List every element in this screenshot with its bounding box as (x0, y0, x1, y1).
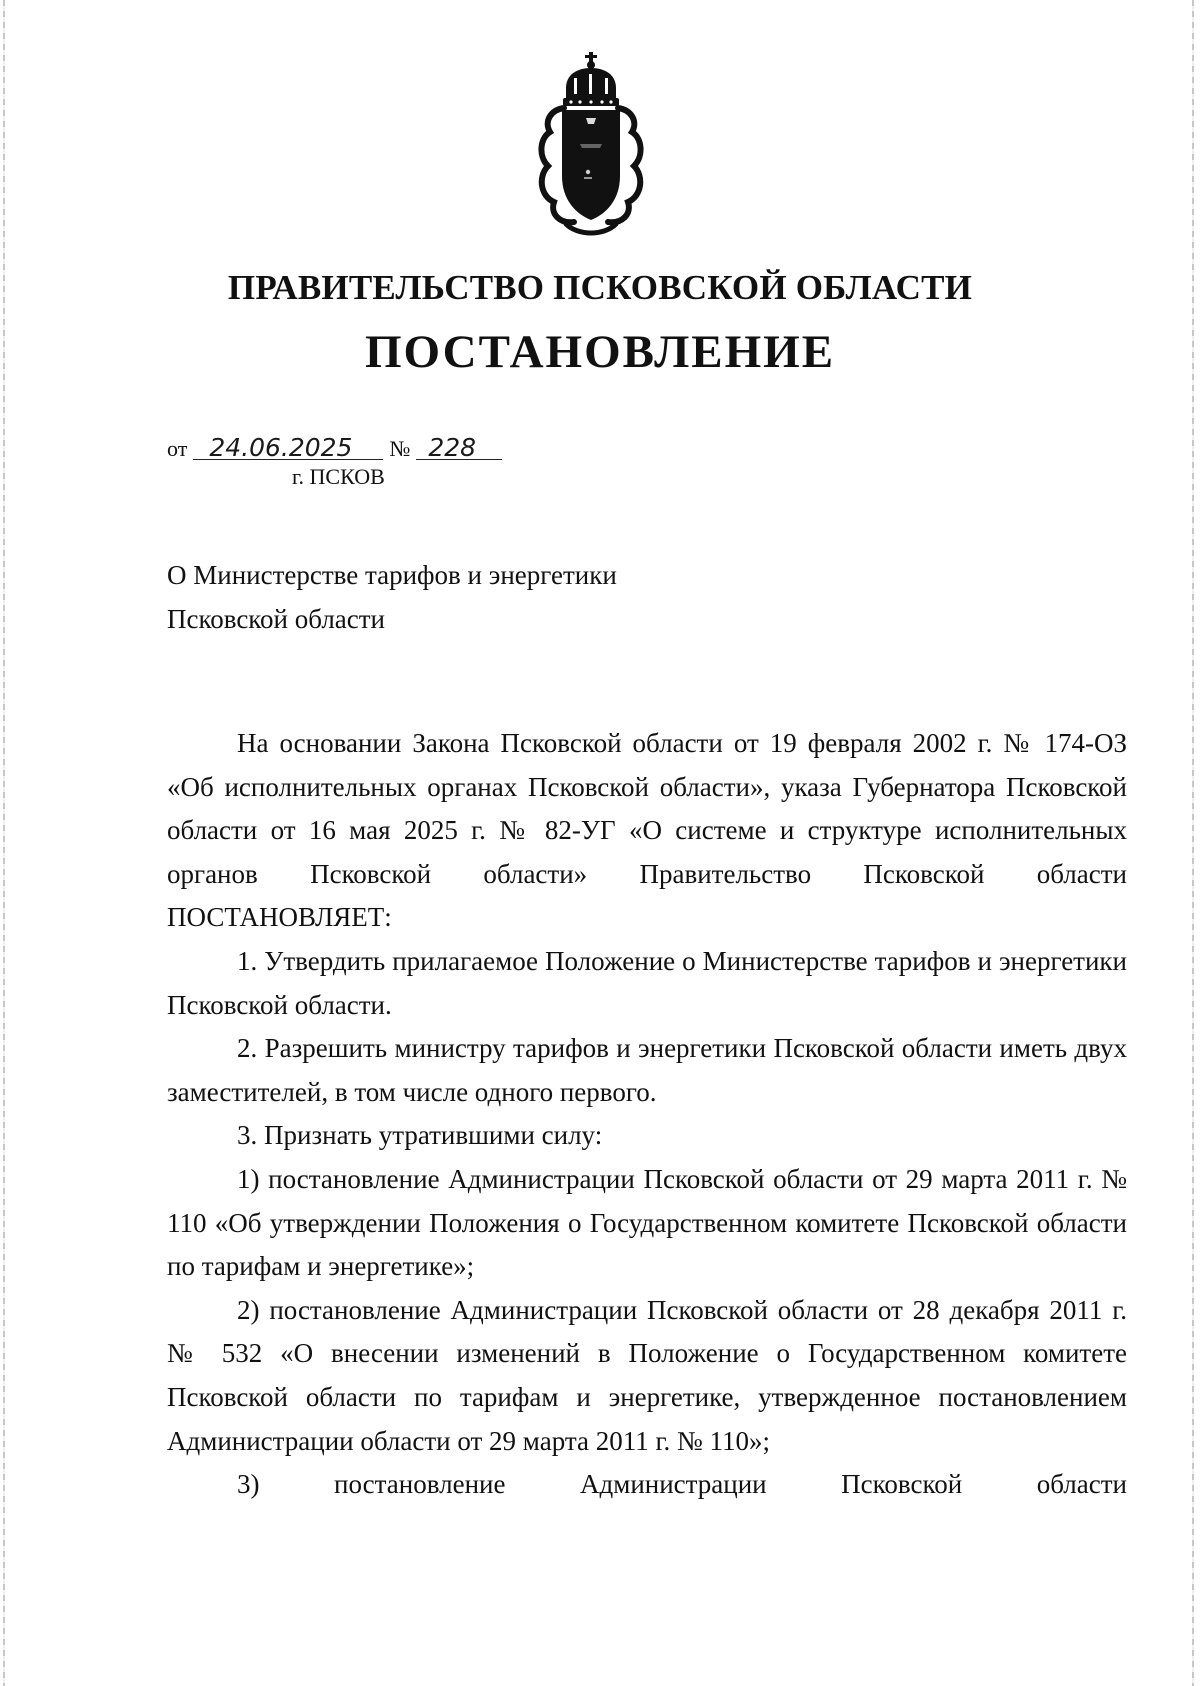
item-1-paragraph: 1. Утвердить прилагаемое Положение о Министерстве тарифов и энергетики Псковской области. (167, 945, 1127, 1020)
date-number-line (167, 433, 502, 462)
subitem-1-paragraph: 1) постановление Администрации Псковской области от 29 марта 2011 г. № 110 «Об утверждении Положения о Государственном комитете Псковской области по тарифам и энергетике»; (167, 1163, 1127, 1282)
subitem-3-paragraph: 3) постановление Администрации Псковской области (237, 1469, 1127, 1500)
document-subject (167, 553, 617, 641)
city-label: г. ПСКОВ (292, 464, 385, 489)
handwritten-date: 24.06.2025 (193, 437, 383, 460)
number-sign: № (389, 436, 411, 461)
handwritten-number: 228 (416, 437, 502, 460)
item-2-paragraph: 2. Разрешить министру тарифов и энергетики Псковской области иметь двух заместителей, в том числе одного первого. (167, 1033, 1127, 1107)
scan-edge-left (3, 0, 5, 1686)
subject-line-1: О Министерстве тарифов и энергетики (167, 560, 617, 590)
date-prefix: от (167, 436, 188, 461)
document-body (167, 722, 1127, 1507)
document-type-title: ПОСТАНОВЛЕНИЕ (364, 326, 836, 378)
item-3-paragraph: 3. Признать утратившими силу: (237, 1120, 603, 1151)
preamble-paragraph: На основании Закона Псковской области от 19 февраля 2002 г. № 174-ОЗ «Об исполнительных органах Псковской области», указа Губернатора Псковской области от 16 мая 2025 г. № 82-УГ «О системе и структуре исполнительных органов Псковской области» Правительство Псковской области ПОСТАНОВЛЯЕТ: (167, 728, 1127, 933)
organization-title: ПРАВИТЕЛЬСТВО ПСКОВСКОЙ ОБЛАСТИ (227, 268, 973, 307)
subitem-2-paragraph: 2) постановление Администрации Псковской области от 28 декабря 2011 г. № 532 «О внесении изменений в Положение о Государственном комитете Псковской области по тарифам и энергетике, утвержденное постановлением Администрации области от 29 марта 2011 г. № 110»; (167, 1294, 1127, 1456)
coat-of-arms-emblem (530, 52, 652, 240)
scan-edge-right (1192, 0, 1194, 1686)
subject-line-2: Псковской области (167, 604, 386, 634)
